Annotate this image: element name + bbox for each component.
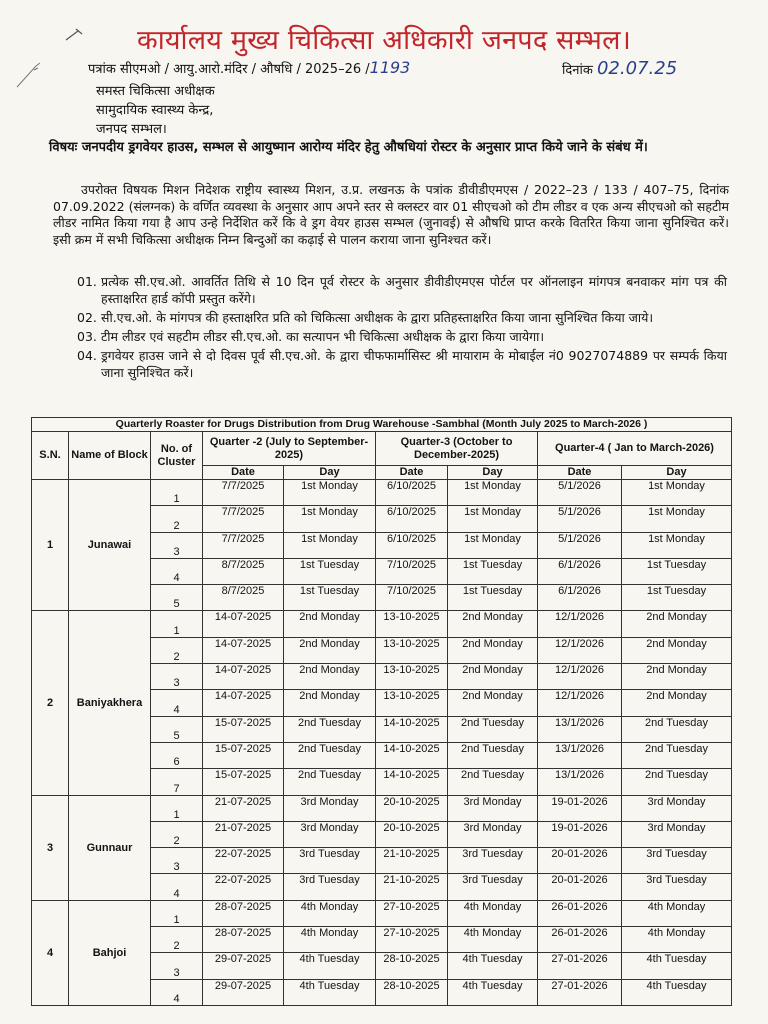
q2-day-cell: 2nd Monday xyxy=(284,664,376,690)
q2-date-cell: 21-07-2025 xyxy=(203,795,284,821)
header-date: Date xyxy=(203,466,284,480)
q3-date-cell: 14-10-2025 xyxy=(376,769,448,795)
header-quarter-4: Quarter-4 ( Jan to March-2026) xyxy=(538,432,732,466)
q3-date-cell: 6/10/2025 xyxy=(376,506,448,532)
block-name-cell: Bahjoi xyxy=(69,900,151,1005)
q4-day-cell: 3rd Monday xyxy=(622,821,732,847)
letter-number-prefix: पत्रांक सीएमओ / आयु.आरो.मंदिर / औषधि / 2025–26 / xyxy=(88,62,370,77)
q4-day-cell: 2nd Tuesday xyxy=(622,716,732,742)
header-date: Date xyxy=(376,466,448,480)
q2-date-cell: 22-07-2025 xyxy=(203,874,284,900)
q2-date-cell: 14-07-2025 xyxy=(203,664,284,690)
cluster-cell: 2 xyxy=(151,927,203,953)
cluster-cell: 2 xyxy=(151,637,203,663)
q3-date-cell: 21-10-2025 xyxy=(376,874,448,900)
q2-day-cell: 2nd Tuesday xyxy=(284,769,376,795)
q2-day-cell: 3rd Monday xyxy=(284,821,376,847)
q3-day-cell: 1st Monday xyxy=(448,532,538,558)
instruction-number: 02. xyxy=(77,310,97,325)
header-quarter-2: Quarter -2 (July to September-2025) xyxy=(203,432,376,466)
q2-date-cell: 15-07-2025 xyxy=(203,716,284,742)
q3-date-cell: 20-10-2025 xyxy=(376,795,448,821)
serial-number-cell: 3 xyxy=(32,795,69,900)
q4-date-cell: 20-01-2026 xyxy=(538,848,622,874)
q4-day-cell: 1st Monday xyxy=(622,532,732,558)
q2-day-cell: 1st Monday xyxy=(284,480,376,506)
cluster-cell: 2 xyxy=(151,506,203,532)
serial-number-cell: 1 xyxy=(32,480,69,611)
roster-table xyxy=(31,417,732,1006)
header-date: Date xyxy=(538,466,622,480)
q3-day-cell: 1st Monday xyxy=(448,506,538,532)
cluster-cell: 2 xyxy=(151,821,203,847)
cluster-cell: 3 xyxy=(151,532,203,558)
q3-date-cell: 14-10-2025 xyxy=(376,716,448,742)
q3-date-cell: 13-10-2025 xyxy=(376,690,448,716)
q2-day-cell: 1st Monday xyxy=(284,532,376,558)
q4-date-cell: 13/1/2026 xyxy=(538,716,622,742)
q2-day-cell: 3rd Tuesday xyxy=(284,848,376,874)
letter-date xyxy=(562,58,677,79)
subject-text: जनपदीय ड्रगवेयर हाउस, सम्भल से आयुष्मान आरोग्य मंदिर हेतु औषधियां रोस्टर के अनुसार प्राप्त किये जाने के संबंध में। xyxy=(81,140,648,155)
q2-date-cell: 8/7/2025 xyxy=(203,585,284,611)
q4-date-cell: 12/1/2026 xyxy=(538,611,622,637)
instruction-number: 03. xyxy=(77,329,97,344)
instruction-item xyxy=(77,273,727,307)
letter-number xyxy=(88,58,410,77)
q2-date-cell: 21-07-2025 xyxy=(203,821,284,847)
header-day: Day xyxy=(284,466,376,480)
q2-date-cell: 14-07-2025 xyxy=(203,611,284,637)
q2-day-cell: 3rd Monday xyxy=(284,795,376,821)
header-sn: S.N. xyxy=(32,432,69,480)
subject-line xyxy=(49,139,727,157)
q3-date-cell: 6/10/2025 xyxy=(376,532,448,558)
q2-day-cell: 1st Monday xyxy=(284,506,376,532)
table-row xyxy=(32,480,732,506)
q4-day-cell: 1st Tuesday xyxy=(622,585,732,611)
cluster-cell: 1 xyxy=(151,795,203,821)
q3-date-cell: 13-10-2025 xyxy=(376,611,448,637)
q4-day-cell: 3rd Tuesday xyxy=(622,874,732,900)
q2-date-cell: 22-07-2025 xyxy=(203,848,284,874)
q4-date-cell: 6/1/2026 xyxy=(538,585,622,611)
q2-day-cell: 2nd Monday xyxy=(284,637,376,663)
q4-date-cell: 13/1/2026 xyxy=(538,769,622,795)
cluster-cell: 5 xyxy=(151,716,203,742)
q4-day-cell: 4th Monday xyxy=(622,900,732,926)
address-line: समस्त चिकित्सा अधीक्षक xyxy=(96,84,215,99)
q4-day-cell: 2nd Tuesday xyxy=(622,742,732,768)
header-day: Day xyxy=(622,466,732,480)
q3-day-cell: 1st Tuesday xyxy=(448,585,538,611)
q3-date-cell: 27-10-2025 xyxy=(376,927,448,953)
q3-day-cell: 2nd Monday xyxy=(448,637,538,663)
q2-date-cell: 28-07-2025 xyxy=(203,927,284,953)
q2-day-cell: 4th Tuesday xyxy=(284,979,376,1005)
address-block xyxy=(96,82,215,139)
block-name-cell: Gunnaur xyxy=(69,795,151,900)
instruction-number: 04. xyxy=(77,348,97,363)
q4-day-cell: 3rd Monday xyxy=(622,795,732,821)
q2-date-cell: 7/7/2025 xyxy=(203,532,284,558)
instruction-text: ड्रगवेयर हाउस जाने से दो दिवस पूर्व सी.एच.ओ. के द्वारा चीफफार्मासिस्ट श्री मायाराम के मोबाईल नं0 9027074889 पर सम्पर्क किया जाना सुनिश्चित करें। xyxy=(101,348,727,380)
q3-day-cell: 2nd Monday xyxy=(448,611,538,637)
serial-number-cell: 4 xyxy=(32,900,69,1005)
q3-date-cell: 20-10-2025 xyxy=(376,821,448,847)
q3-day-cell: 3rd Monday xyxy=(448,795,538,821)
q2-date-cell: 7/7/2025 xyxy=(203,480,284,506)
q3-day-cell: 4th Tuesday xyxy=(448,953,538,979)
q4-date-cell: 12/1/2026 xyxy=(538,690,622,716)
q3-date-cell: 14-10-2025 xyxy=(376,742,448,768)
cluster-cell: 6 xyxy=(151,742,203,768)
cluster-cell: 1 xyxy=(151,480,203,506)
q3-day-cell: 3rd Tuesday xyxy=(448,874,538,900)
q2-day-cell: 2nd Monday xyxy=(284,690,376,716)
q4-day-cell: 1st Tuesday xyxy=(622,558,732,584)
q4-date-cell: 19-01-2026 xyxy=(538,821,622,847)
page-title: कार्यालय मुख्य चिकित्सा अधिकारी जनपद सम्भल। xyxy=(136,25,632,56)
pen-scribble-icon xyxy=(14,60,44,90)
q3-day-cell: 2nd Monday xyxy=(448,664,538,690)
instruction-text: सी.एच.ओ. के मांगपत्र की हस्ताक्षरित प्रति को चिकित्सा अधीक्षक के द्वारा प्रतिहस्ताक्षरित किया जाना सुनिश्चित किया जाये। xyxy=(101,310,654,325)
q2-day-cell: 2nd Tuesday xyxy=(284,716,376,742)
q4-date-cell: 13/1/2026 xyxy=(538,742,622,768)
cluster-cell: 3 xyxy=(151,848,203,874)
q4-day-cell: 2nd Monday xyxy=(622,690,732,716)
q2-date-cell: 7/7/2025 xyxy=(203,506,284,532)
q2-date-cell: 15-07-2025 xyxy=(203,769,284,795)
q3-day-cell: 3rd Tuesday xyxy=(448,848,538,874)
q3-date-cell: 28-10-2025 xyxy=(376,979,448,1005)
q2-date-cell: 8/7/2025 xyxy=(203,558,284,584)
instruction-item xyxy=(77,328,727,345)
date-label: दिनांक xyxy=(562,63,593,78)
date-handwritten: 02.07.25 xyxy=(596,58,678,79)
q3-date-cell: 27-10-2025 xyxy=(376,900,448,926)
address-line: सामुदायिक स्वास्थ्य केन्द्र, xyxy=(96,103,214,118)
q3-day-cell: 3rd Monday xyxy=(448,821,538,847)
instruction-item xyxy=(77,347,727,381)
q3-day-cell: 4th Monday xyxy=(448,900,538,926)
cluster-cell: 3 xyxy=(151,664,203,690)
q2-day-cell: 4th Tuesday xyxy=(284,953,376,979)
q4-date-cell: 20-01-2026 xyxy=(538,874,622,900)
q4-date-cell: 27-01-2026 xyxy=(538,979,622,1005)
q2-day-cell: 2nd Monday xyxy=(284,611,376,637)
q3-day-cell: 2nd Tuesday xyxy=(448,742,538,768)
q4-day-cell: 4th Tuesday xyxy=(622,953,732,979)
q3-day-cell: 2nd Tuesday xyxy=(448,769,538,795)
q3-day-cell: 1st Tuesday xyxy=(448,558,538,584)
table-row xyxy=(32,795,732,821)
serial-number-cell: 2 xyxy=(32,611,69,795)
subject-label: विषयः xyxy=(49,140,78,155)
cluster-cell: 4 xyxy=(151,690,203,716)
address-line: जनपद सम्भल। xyxy=(96,122,167,137)
q3-date-cell: 28-10-2025 xyxy=(376,953,448,979)
roster-table-body xyxy=(32,480,732,1006)
q4-date-cell: 26-01-2026 xyxy=(538,927,622,953)
body-paragraph: उपरोक्त विषयक मिशन निदेशक राष्ट्रीय स्वास्थ्य मिशन, उ.प्र. लखनऊ के पत्रांक डीवीडीएमएस / 2022–23 / 133 / 407–75, दिनांक 07.09.2022 (संलग्नक) के वर्णित व्यवस्था के अनुसार आप अपने स्तर से क्लस्टर वार 01 सीएचओ को टीम लीडर व एक अन्य सीएचओ को सहटीम लीडर नामित किया गया है आप उन्हे निर्देशित करें कि वे ड्रग वेयर हाउस सम्भल (जुनावई) से औषधि प्राप्त करके वितरित किया जाना सुनिश्चित करें। इसी क्रम में सभी चिकित्सा अधीक्षक निम्न बिन्दुओं का कढ़ाई से पालन कराया जाना सुनिश्चत करें। xyxy=(53,182,729,247)
q2-date-cell: 14-07-2025 xyxy=(203,637,284,663)
q4-day-cell: 3rd Tuesday xyxy=(622,848,732,874)
q2-day-cell: 1st Tuesday xyxy=(284,558,376,584)
q4-day-cell: 4th Tuesday xyxy=(622,979,732,1005)
instruction-list xyxy=(77,273,727,383)
q4-date-cell: 12/1/2026 xyxy=(538,664,622,690)
q3-date-cell: 13-10-2025 xyxy=(376,664,448,690)
cluster-cell: 1 xyxy=(151,611,203,637)
cluster-cell: 4 xyxy=(151,558,203,584)
q2-day-cell: 3rd Tuesday xyxy=(284,874,376,900)
q2-day-cell: 1st Tuesday xyxy=(284,585,376,611)
q3-day-cell: 2nd Tuesday xyxy=(448,716,538,742)
cluster-cell: 4 xyxy=(151,874,203,900)
q2-date-cell: 14-07-2025 xyxy=(203,690,284,716)
q4-day-cell: 2nd Monday xyxy=(622,611,732,637)
q4-date-cell: 5/1/2026 xyxy=(538,532,622,558)
q4-day-cell: 1st Monday xyxy=(622,506,732,532)
instruction-item xyxy=(77,309,727,326)
q3-date-cell: 7/10/2025 xyxy=(376,558,448,584)
table-row xyxy=(32,611,732,637)
q4-date-cell: 27-01-2026 xyxy=(538,953,622,979)
q3-day-cell: 2nd Monday xyxy=(448,690,538,716)
header-quarter-3: Quarter-3 (October to December-2025) xyxy=(376,432,538,466)
q4-date-cell: 19-01-2026 xyxy=(538,795,622,821)
q3-day-cell: 1st Monday xyxy=(448,480,538,506)
cluster-cell: 3 xyxy=(151,953,203,979)
q4-day-cell: 2nd Tuesday xyxy=(622,769,732,795)
q4-date-cell: 5/1/2026 xyxy=(538,506,622,532)
cluster-cell: 7 xyxy=(151,769,203,795)
q4-date-cell: 6/1/2026 xyxy=(538,558,622,584)
q3-date-cell: 21-10-2025 xyxy=(376,848,448,874)
q4-day-cell: 1st Monday xyxy=(622,480,732,506)
q2-date-cell: 28-07-2025 xyxy=(203,900,284,926)
instruction-text: प्रत्येक सी.एच.ओ. आवर्तित तिथि से 10 दिन पूर्व रोस्टर के अनुसार डीवीडीएमएस पोर्टल पर ऑनलाइन मांगपत्र बनवाकर मांग पत्र की हस्ताक्षरित हार्ड कॉपी प्रस्तुत करेंगे। xyxy=(101,274,727,306)
cluster-cell: 4 xyxy=(151,979,203,1005)
header-cluster: No. of Cluster xyxy=(151,432,203,480)
q4-day-cell: 2nd Monday xyxy=(622,637,732,663)
q2-day-cell: 2nd Tuesday xyxy=(284,742,376,768)
q3-day-cell: 4th Monday xyxy=(448,927,538,953)
q2-date-cell: 29-07-2025 xyxy=(203,953,284,979)
q2-date-cell: 29-07-2025 xyxy=(203,979,284,1005)
instruction-number: 01. xyxy=(77,274,97,289)
q4-date-cell: 12/1/2026 xyxy=(538,637,622,663)
q3-date-cell: 13-10-2025 xyxy=(376,637,448,663)
q2-date-cell: 15-07-2025 xyxy=(203,742,284,768)
q3-date-cell: 7/10/2025 xyxy=(376,585,448,611)
cluster-cell: 1 xyxy=(151,900,203,926)
q4-day-cell: 2nd Monday xyxy=(622,664,732,690)
q4-day-cell: 4th Monday xyxy=(622,927,732,953)
table-caption: Quarterly Roaster for Drugs Distribution from Drug Warehouse -Sambhal (Month July 2025 to March-2026 ) xyxy=(32,418,732,432)
letter-number-handwritten: 1193 xyxy=(369,58,411,77)
cluster-cell: 5 xyxy=(151,585,203,611)
instruction-text: टीम लीडर एवं सहटीम लीडर सी.एच.ओ. का सत्यापन भी चिकित्सा अधीक्षक के द्वारा किया जायेगा। xyxy=(101,329,545,344)
table-row xyxy=(32,900,732,926)
block-name-cell: Baniyakhera xyxy=(69,611,151,795)
q3-date-cell: 6/10/2025 xyxy=(376,480,448,506)
q3-day-cell: 4th Tuesday xyxy=(448,979,538,1005)
header-block: Name of Block xyxy=(69,432,151,480)
header-day: Day xyxy=(448,466,538,480)
q2-day-cell: 4th Monday xyxy=(284,900,376,926)
q4-date-cell: 26-01-2026 xyxy=(538,900,622,926)
q2-day-cell: 4th Monday xyxy=(284,927,376,953)
q4-date-cell: 5/1/2026 xyxy=(538,480,622,506)
block-name-cell: Junawai xyxy=(69,480,151,611)
